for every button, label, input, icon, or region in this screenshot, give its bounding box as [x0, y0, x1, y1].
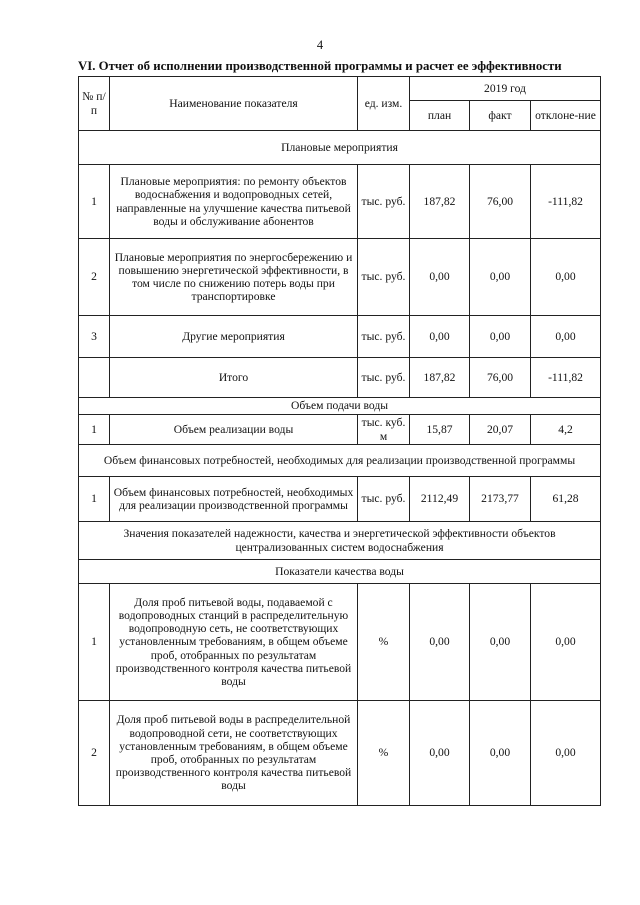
section-row: [79, 522, 601, 560]
row-unit: тыс. куб. м: [358, 415, 410, 445]
header-year: 2019 год: [410, 77, 601, 101]
section-row: [79, 560, 601, 584]
table-row: [79, 165, 601, 239]
row-deviation: -111,82: [531, 165, 601, 239]
row-fact: 0,00: [470, 584, 531, 701]
table-row: [79, 239, 601, 316]
header-plan: план: [410, 101, 470, 131]
row-fact: 0,00: [470, 239, 531, 316]
row-unit: тыс. руб.: [358, 316, 410, 358]
row-plan: 2112,49: [410, 477, 470, 522]
total-unit: тыс. руб.: [358, 358, 410, 398]
row-plan: 187,82: [410, 165, 470, 239]
row-deviation: 0,00: [531, 701, 601, 806]
row-fact: 20,07: [470, 415, 531, 445]
row-plan: 0,00: [410, 584, 470, 701]
row-unit: тыс. руб.: [358, 239, 410, 316]
row-fact: 0,00: [470, 701, 531, 806]
header-row: [79, 77, 601, 101]
header-unit: ед. изм.: [358, 77, 410, 131]
table-row: [79, 584, 601, 701]
row-deviation: 61,28: [531, 477, 601, 522]
section-row: [79, 398, 601, 415]
row-unit: %: [358, 701, 410, 806]
row-num: 1: [79, 415, 110, 445]
row-fact: 0,00: [470, 316, 531, 358]
row-deviation: 0,00: [531, 316, 601, 358]
page-number: 4: [316, 38, 324, 52]
header-deviation: отклоне-ние: [531, 101, 601, 131]
row-deviation: 0,00: [531, 239, 601, 316]
table-row: [79, 477, 601, 522]
row-deviation: 4,2: [531, 415, 601, 445]
row-num: 3: [79, 316, 110, 358]
row-name: Доля проб питьевой воды, подаваемой с водопроводных станций в распределительную водопроводную сеть, не соответствующих установленным требованиям, в общем объеме проб, отобранных по результатам производственного контроля качества питьевой воды: [110, 584, 358, 701]
total-deviation: -111,82: [531, 358, 601, 398]
section-row: [79, 445, 601, 477]
row-num: 2: [79, 239, 110, 316]
row-num: 1: [79, 165, 110, 239]
total-plan: 187,82: [410, 358, 470, 398]
row-fact: 2173,77: [470, 477, 531, 522]
header-fact: факт: [470, 101, 531, 131]
row-name: Объем реализации воды: [110, 415, 358, 445]
section-planned: Плановые мероприятия: [79, 131, 601, 165]
total-row: [79, 358, 601, 398]
row-unit: тыс. руб.: [358, 165, 410, 239]
section-quality: Показатели качества воды: [79, 560, 601, 584]
row-plan: 15,87: [410, 415, 470, 445]
row-unit: %: [358, 584, 410, 701]
row-name: Доля проб питьевой воды в распределительной водопроводной сети, не соответствующих установленным требованиям, в общем объеме проб, отобранных по результатам производственного контроля качества питьевой воды: [110, 701, 358, 806]
row-plan: 0,00: [410, 239, 470, 316]
row-name: Другие мероприятия: [110, 316, 358, 358]
row-num: 1: [79, 584, 110, 701]
total-label: Итого: [110, 358, 358, 398]
row-plan: 0,00: [410, 316, 470, 358]
section-supply: Объем подачи воды: [79, 398, 601, 415]
section-reliability: Значения показателей надежности, качества и энергетической эффективности объектов централизованных систем водоснабжения: [79, 522, 601, 560]
row-deviation: 0,00: [531, 584, 601, 701]
section-row: [79, 131, 601, 165]
row-plan: 0,00: [410, 701, 470, 806]
row-fact: 76,00: [470, 165, 531, 239]
section-title: VI. Отчет об исполнении производственной программы и расчет ее эффективности: [78, 59, 562, 73]
table-row: [79, 701, 601, 806]
row-unit: тыс. руб.: [358, 477, 410, 522]
row-name: Объем финансовых потребностей, необходимых для реализации производственной программы: [110, 477, 358, 522]
header-name: Наименование показателя: [110, 77, 358, 131]
row-name: Плановые мероприятия по энергосбережению и повышению энергетической эффективности, в том числе по снижению потерь воды при транспортировке: [110, 239, 358, 316]
row-name: Плановые мероприятия: по ремонту объектов водоснабжения и водопроводных сетей, направленные на улучшение качества питьевой воды и обслуживание абонентов: [110, 165, 358, 239]
table-row: [79, 316, 601, 358]
row-num: 2: [79, 701, 110, 806]
table-row: [79, 415, 601, 445]
section-finance: Объем финансовых потребностей, необходимых для реализации производственной программы: [79, 445, 601, 477]
row-num: 1: [79, 477, 110, 522]
program-report-table: [78, 76, 601, 806]
header-num: № п/п: [79, 77, 110, 131]
total-num: [79, 358, 110, 398]
total-fact: 76,00: [470, 358, 531, 398]
